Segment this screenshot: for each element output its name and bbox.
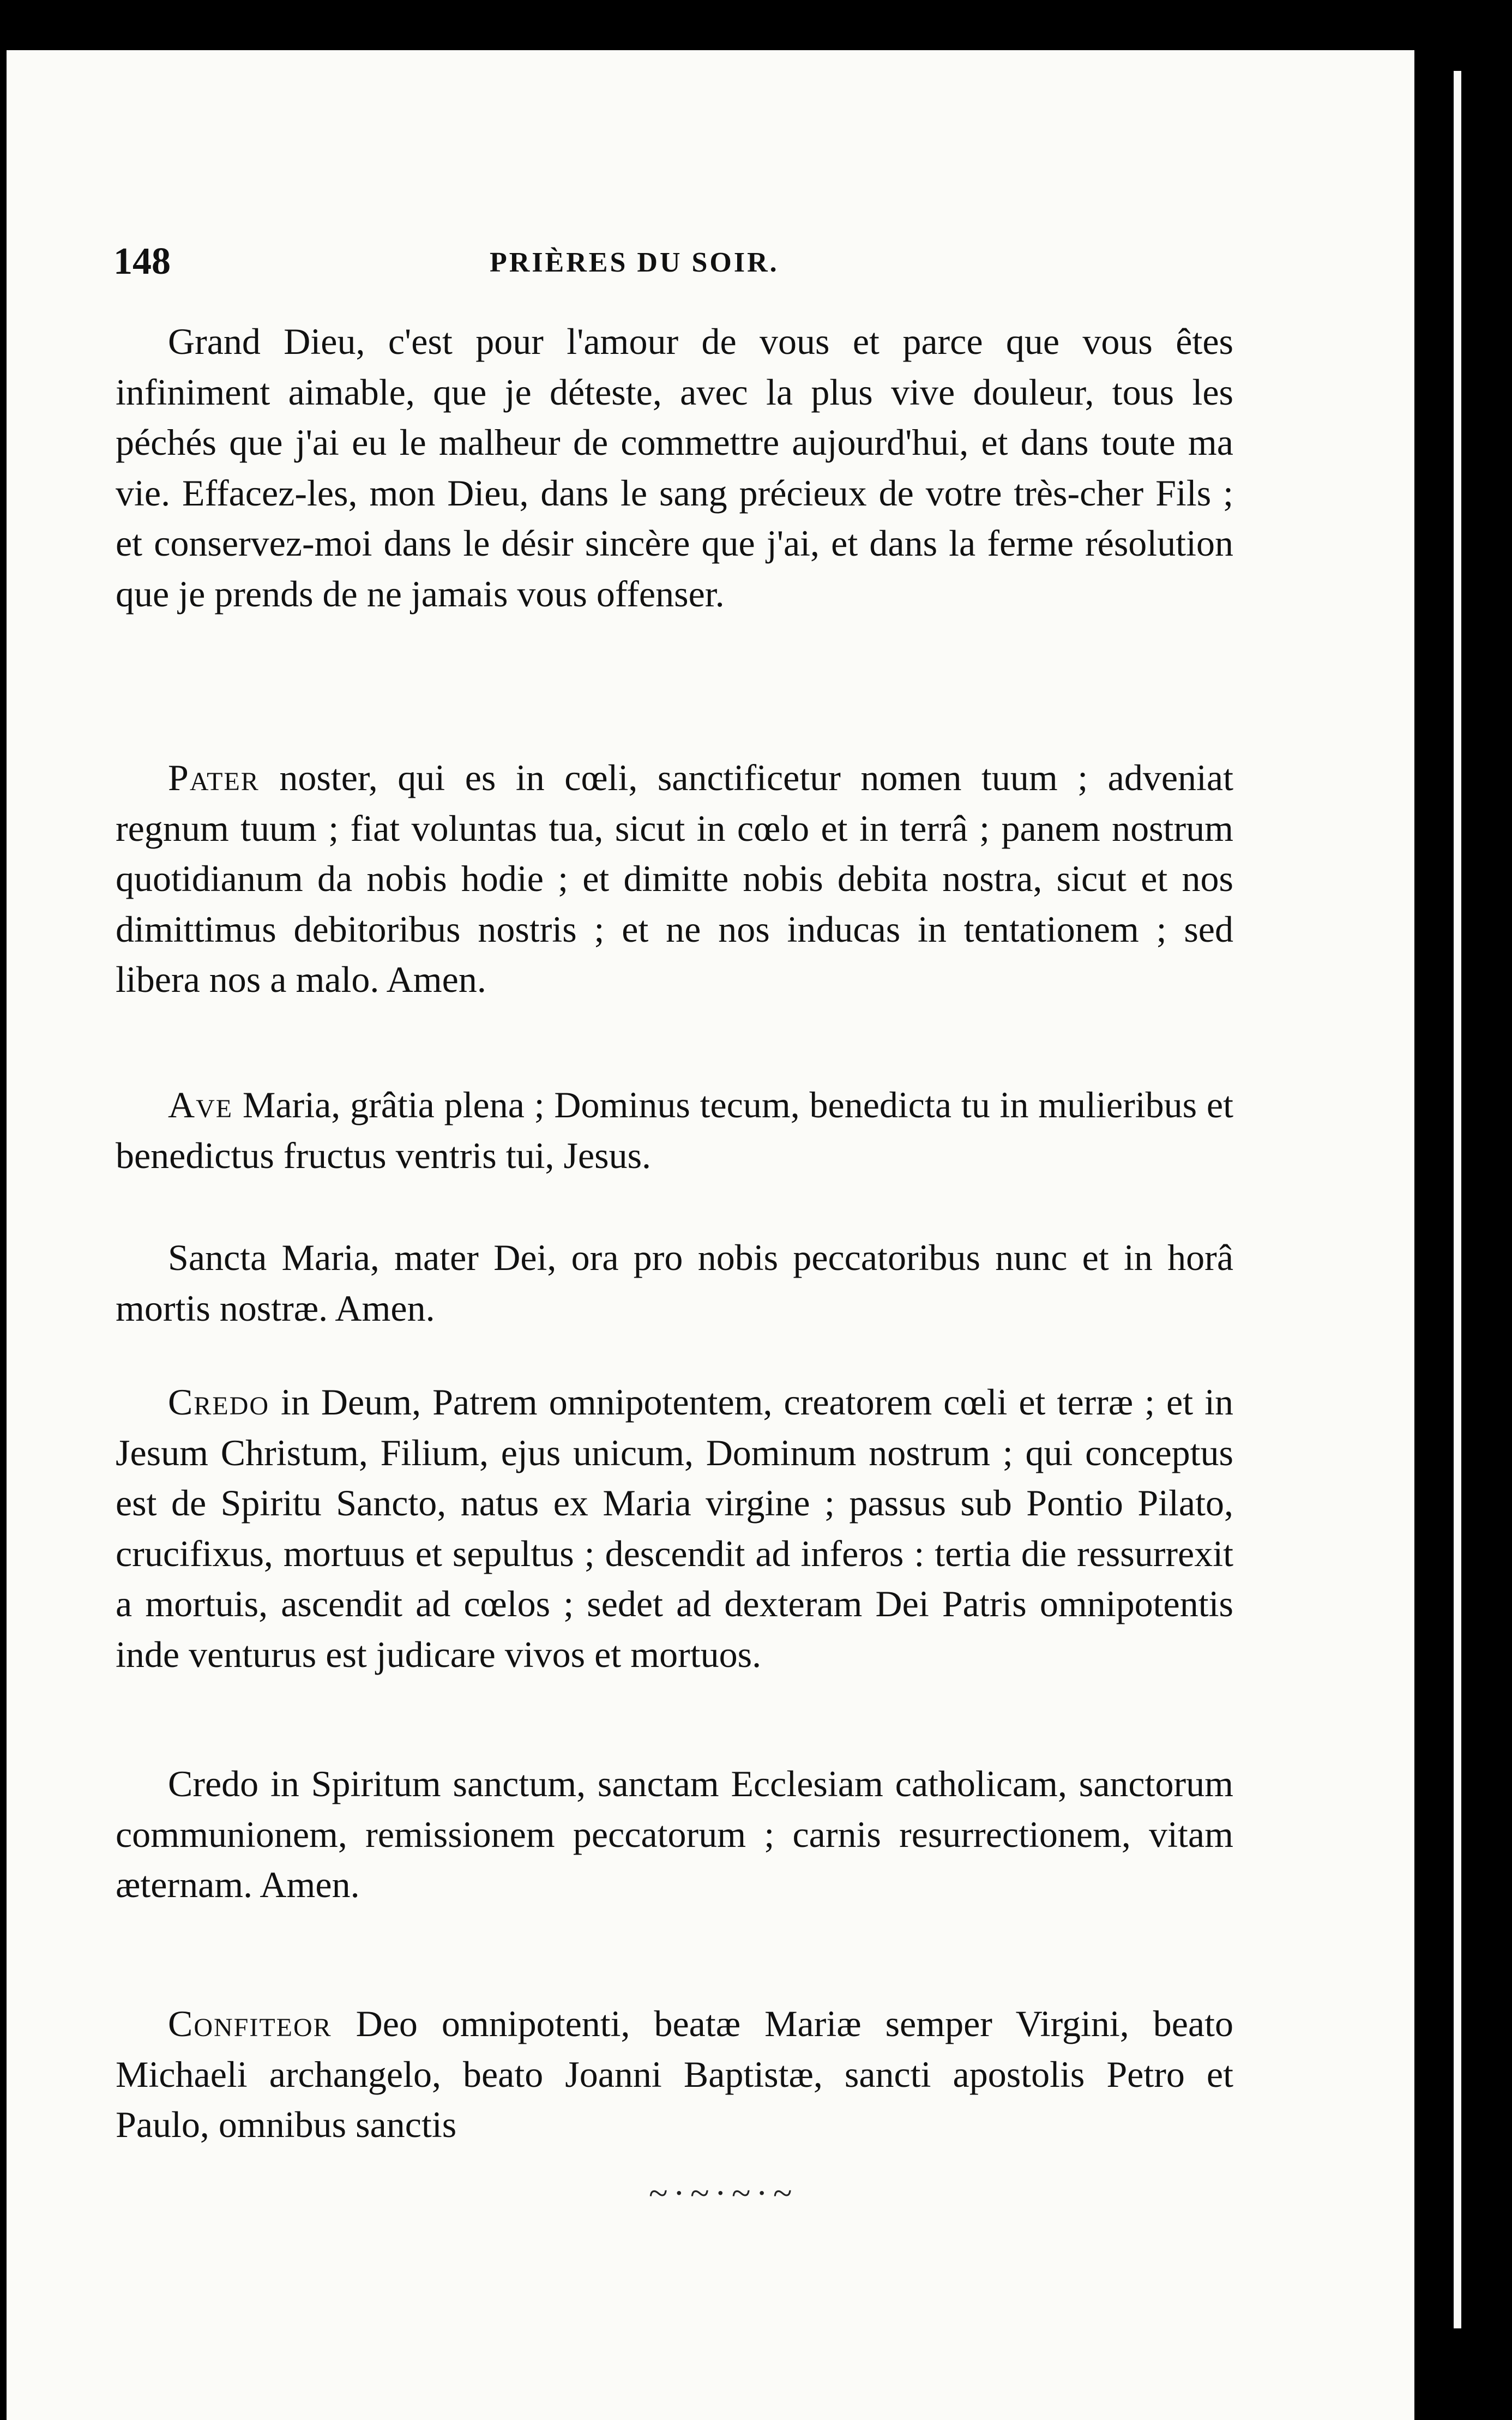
paragraph-text: noster, qui es in cœli, sanctificetur nomen tuum ; adveniat regnum tuum ; fiat voluntas tua, sicut in cœlo et in terrâ ; panem nostrum quotidianum da nobis hodie ; et dimitte nobis debita nostra, sicut et nos dimittimus debitoribus nostris ; et ne nos inducas in tentationem ; sed libera nos a malo. Amen. bbox=[116, 757, 1233, 1001]
paragraph-text: in Deum, Patrem omnipotentem, creatorem cœli et terræ ; et in Jesum Christum, Filium, ejus unicum, Dominum nostrum ; qui conceptus est de Spiritu Sancto, natus ex Maria virgine ; passus sub Pontio Pilato, crucifixus, mortuus et sepultus ; descendit ad inferos : tertia die ressurrexit a mortuis, ascendit ad cœlos ; sedet ad dexteram Dei Patris omnipotentis inde venturus est judicare vivos et mortuos. bbox=[116, 1381, 1233, 1675]
paragraph-confiteor bbox=[116, 1998, 1233, 2150]
paragraph-sancta-maria bbox=[116, 1232, 1233, 1333]
paragraph-text: Sancta Maria, mater Dei, ora pro nobis peccatoribus nunc et in horâ mortis nostræ. Amen. bbox=[116, 1237, 1233, 1329]
credo-lead-word: Credo bbox=[168, 1381, 270, 1423]
pater-lead-word: Pater bbox=[168, 757, 260, 798]
paragraph-credo-spiritum bbox=[116, 1759, 1233, 1910]
confiteor-lead-word: Confiteor bbox=[168, 2003, 332, 2044]
paragraph-text: Maria, grâtia plena ; Dominus tecum, benedicta tu in mulieribus et benedictus fructus ventris tui, Jesus. bbox=[116, 1084, 1233, 1176]
paragraph-acte-contrition bbox=[116, 316, 1233, 619]
ave-lead-word: Ave bbox=[168, 1084, 233, 1125]
paragraph-text: Deo omnipotenti, beatæ Mariæ semper Virgini, beato Michaeli archangelo, beato Joanni Baptistæ, sancti apostolis Petro et Paulo, omnibus sanctis bbox=[116, 2003, 1233, 2146]
binding-edge-line bbox=[1454, 71, 1461, 2328]
page-number: 148 bbox=[113, 240, 171, 282]
page-header bbox=[113, 240, 1237, 284]
paragraph-credo bbox=[116, 1377, 1233, 1680]
paragraph-ave-maria bbox=[116, 1080, 1233, 1181]
paragraph-text: Grand Dieu, c'est pour l'amour de vous et parce que vous êtes infiniment aimable, que je déteste, avec la plus vive douleur, tous les péchés que j'ai eu le malheur de commettre aujourd'hui, et dans toute ma vie. Effacez-les, mon Dieu, dans le sang précieux de votre très-cher Fils ; et conservez-moi dans le désir sincère que j'ai, et dans la ferme résolution que je prends de ne jamais vous offenser. bbox=[116, 321, 1233, 615]
paragraph-text: Credo in Spiritum sanctum, sanctam Ecclesiam catholicam, sanctorum communionem, remissionem peccatorum ; carnis resurrectionem, vitam æternam. Amen. bbox=[116, 1763, 1233, 1906]
paragraph-pater bbox=[116, 753, 1233, 1005]
footer-ornament: ~·~·~·~ bbox=[649, 2174, 798, 2212]
running-title: PRIÈRES DU SOIR. bbox=[490, 247, 779, 278]
